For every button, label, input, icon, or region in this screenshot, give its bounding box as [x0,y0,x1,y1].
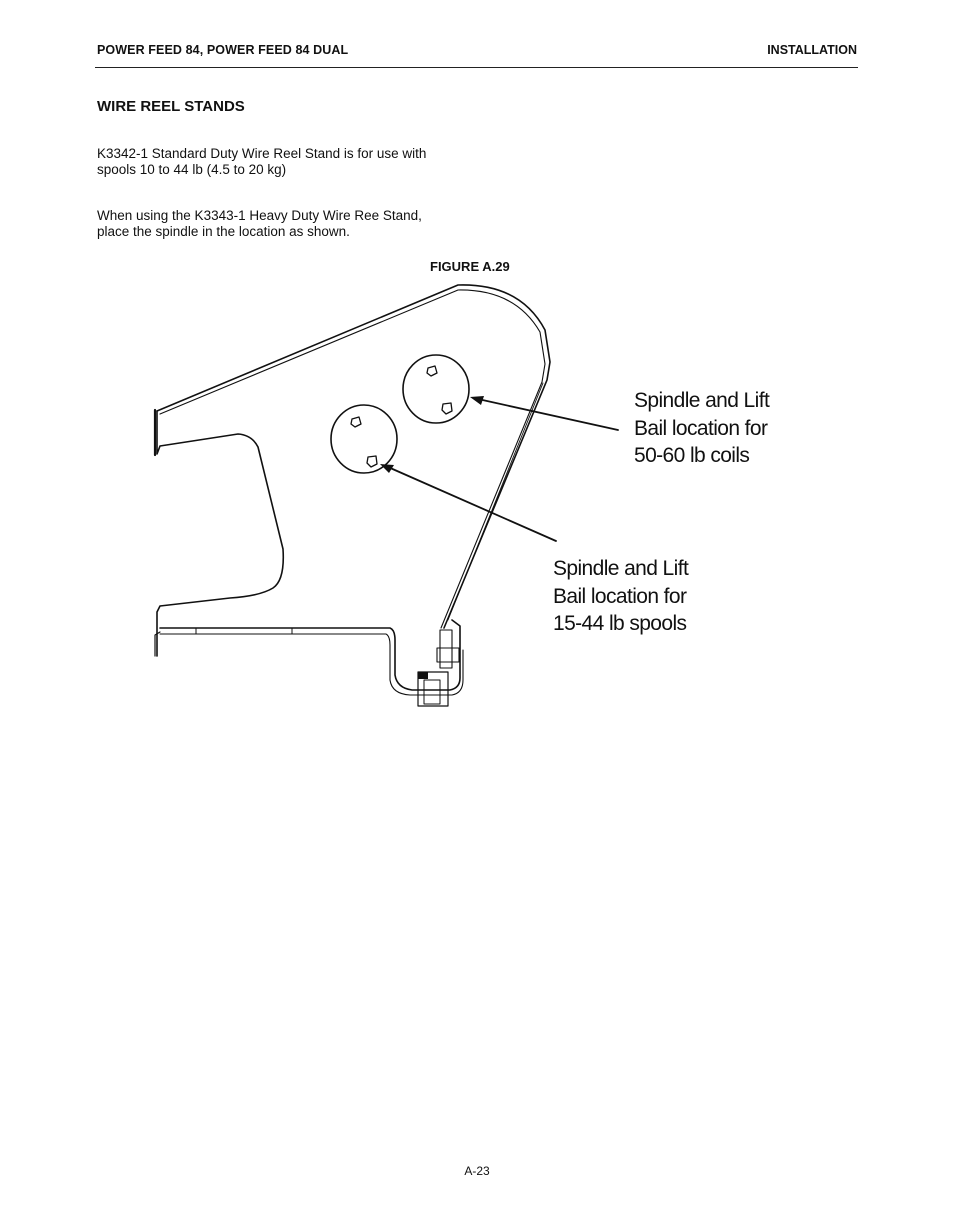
label-line: 50-60 lb coils [634,444,750,467]
label-line: Spindle and Lift [634,389,770,412]
paragraph-line: spools 10 to 44 lb (4.5 to 20 kg) [97,162,287,177]
lower-spindle-hole [351,417,361,427]
lower-spindle-hole [367,456,377,467]
base-rail [160,620,460,690]
upper-spindle-hole [427,366,437,376]
lower-leader-line [388,467,556,541]
label-line: Bail location for [634,416,768,440]
label-line: Bail location for [553,584,687,608]
paragraph-line: When using the K3343-1 Heavy Duty Wire Ree Stand, [97,208,422,223]
header-left-title: POWER FEED 84, POWER FEED 84 DUAL [97,43,349,57]
section-title: WIRE REEL STANDS [97,98,245,115]
label-line: 15-44 lb spools [553,612,687,635]
figure-caption: FIGURE A.29 [430,259,510,274]
paragraph-line: place the spindle in the location as shown. [97,224,350,239]
label-upper-spindle [634,387,769,470]
header-right-title: INSTALLATION [767,43,857,57]
upper-spindle-disc [403,355,469,423]
upper-arrow-head [470,396,484,405]
paragraph-heavy-duty [97,208,517,240]
label-line: Spindle and Lift [553,557,689,580]
wire-reel-stand-drawing [145,278,805,708]
paragraph-line: K3342-1 Standard Duty Wire Reel Stand is for use with [97,146,427,161]
upper-leader-line [478,399,618,430]
base-bracket-inner [424,680,440,704]
stand-plate-right-edge-double [448,383,543,620]
base-bracket-bolt [418,672,428,679]
stand-plate-notch [157,411,283,656]
stand-plate-outline [157,285,550,628]
label-lower-spindle [553,555,688,638]
upper-spindle-hole [442,403,452,414]
header-rule [95,67,858,68]
lower-spindle-disc [331,405,397,473]
paragraph-standard-duty [97,146,517,178]
stand-plate-inner-edge [160,290,545,628]
page-number: A-23 [464,1164,490,1178]
